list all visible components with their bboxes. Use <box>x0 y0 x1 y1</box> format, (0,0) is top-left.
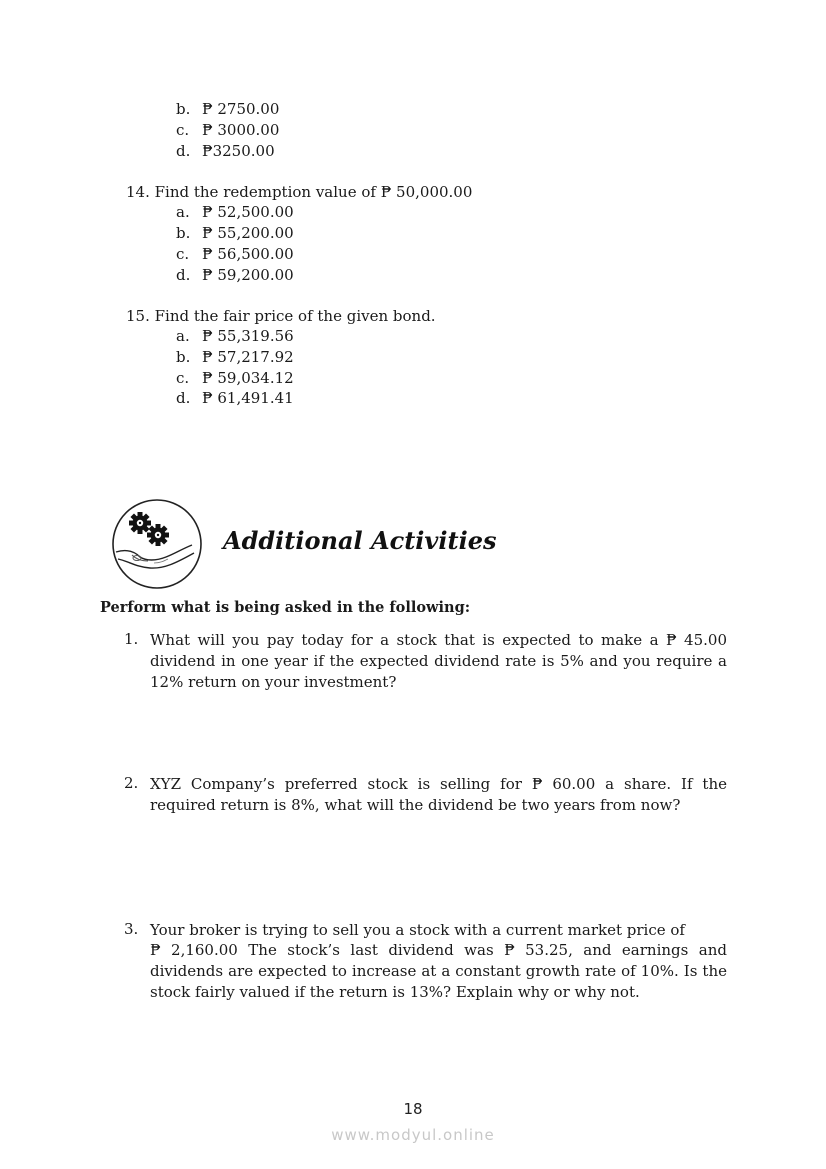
q14-option-a: a. ₱ 52,500.00 <box>176 203 294 221</box>
q13-option-c: c. ₱ 3000.00 <box>176 121 280 139</box>
q14-option-b: b. ₱ 55,200.00 <box>176 224 294 242</box>
q14-option-d: d. ₱ 59,200.00 <box>176 266 294 284</box>
q15-option-c: c. ₱ 59,034.12 <box>176 369 294 387</box>
problem-1-number: 1. <box>124 630 139 648</box>
gears-in-hand-icon <box>110 497 204 591</box>
watermark: www.modyul.online <box>331 1126 495 1144</box>
q15-option-d: d. ₱ 61,491.41 <box>176 389 294 407</box>
q14-option-c: c. ₱ 56,500.00 <box>176 245 294 263</box>
section-instruction: Perform what is being asked in the following: <box>100 599 471 616</box>
section-title: Additional Activities <box>223 526 497 555</box>
problem-2-text: XYZ Company’s preferred stock is selling for ₱ 60.00 a share. If the required return is 8%, what will the dividend be two years from now? <box>150 775 727 814</box>
q15-option-a: a. ₱ 55,319.56 <box>176 327 294 345</box>
problem-3-number: 3. <box>124 920 139 938</box>
q15-option-b: b. ₱ 57,217.92 <box>176 348 294 366</box>
problem-2-number: 2. <box>124 774 139 792</box>
problem-3-text-rest: ₱ 2,160.00 The stock’s last dividend was ₱ 53.25, and earnings and dividends are expected to increase at a constant growth rate of 10%. Is the stock fairly valued if the return is 13%? Explain why or why not. <box>150 941 727 1001</box>
q15-question: 15. Find the fair price of the given bond. <box>126 307 436 325</box>
problem-1-text: What will you pay today for a stock that is expected to make a ₱ 45.00 dividend in one year if the expected dividend rate is 5% and you require a 12% return on your investment? <box>150 631 727 691</box>
q14-question: 14. Find the redemption value of ₱ 50,000.00 <box>126 183 473 201</box>
page-number: 18 <box>403 1100 423 1118</box>
problem-3-text-line1: Your broker is trying to sell you a stock with a current market price of <box>150 921 685 939</box>
q13-option-b: b. ₱ 2750.00 <box>176 100 280 118</box>
q13-option-d: d. ₱3250.00 <box>176 142 275 160</box>
